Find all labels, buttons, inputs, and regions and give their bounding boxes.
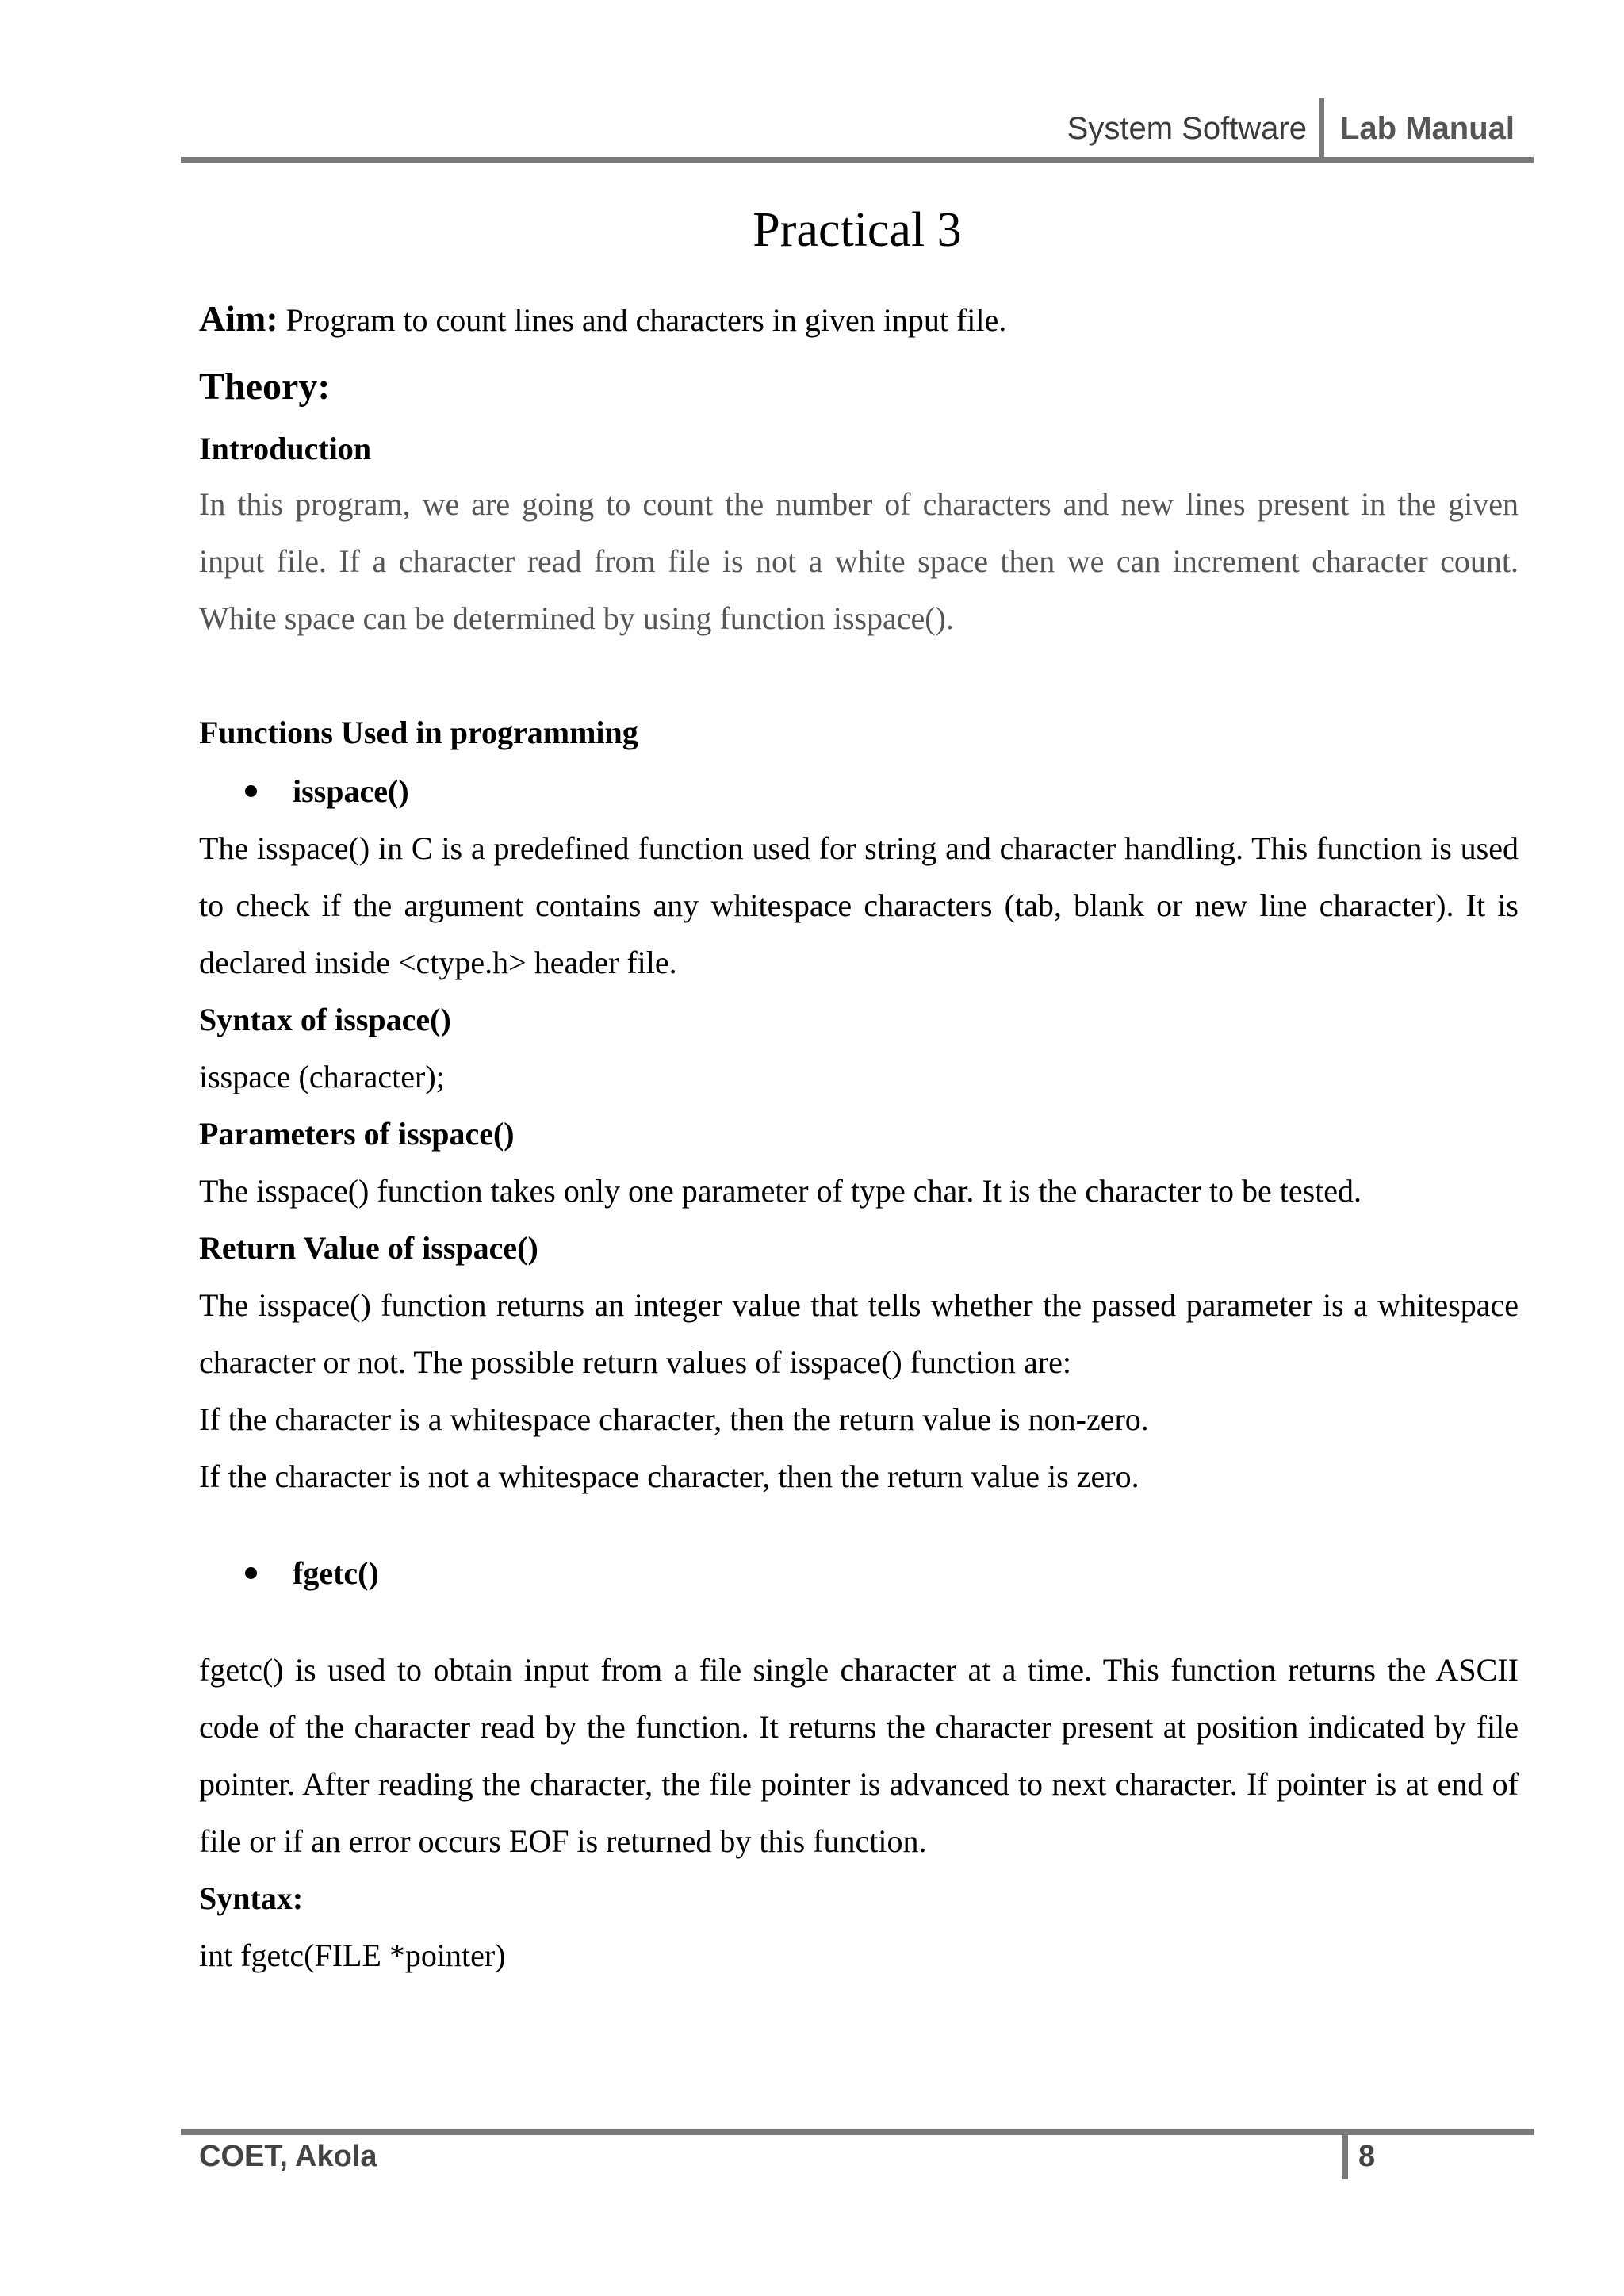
bullet-fgetc [245, 1545, 379, 1602]
intro-heading: Introduction [199, 431, 372, 466]
footer-institution: COET, Akola [199, 2140, 377, 2173]
header-divider [1320, 98, 1324, 162]
footer-divider [1342, 2129, 1348, 2179]
aim-label: Aim: [199, 298, 278, 339]
bullet-dot [245, 1567, 257, 1579]
header-subject: System Software [1067, 111, 1307, 146]
isspace-return-case-2: If the character is not a whitespace character, then the return value is zero. [199, 1458, 1139, 1494]
isspace-return-text: The isspace() function returns an integer value that tells whether the passed parameter is a whitespace character or not. The possible return values of isspace() function are: [199, 1287, 1519, 1380]
isspace-description: The isspace() in C is a predefined function used for string and character handling. This function is used to check if the argument contains any whitespace characters (tab, blank or new line character). It is declared inside <ctype.h> header file. [199, 830, 1519, 980]
bullet-dot [245, 785, 257, 797]
isspace-syntax-heading: Syntax of isspace() [199, 1002, 451, 1037]
isspace-return-heading: Return Value of isspace() [199, 1230, 538, 1266]
theory-heading: Theory: [199, 366, 331, 408]
isspace-return-case-1: If the character is a whitespace character, then the return value is non-zero. [199, 1401, 1149, 1437]
isspace-params-heading: Parameters of isspace() [199, 1116, 515, 1152]
aim-text: Program to count lines and characters in given input file. [285, 302, 1007, 338]
fgetc-description: fgetc() is used to obtain input from a file single character at a time. This function returns the ASCII code of the character read by the function. It returns the character present at position indicated by file pointer. After reading the character, the file pointer is advanced to next character. If pointer is at end of file or if an error occurs EOF is returned by this function. [199, 1652, 1519, 1859]
footer-rule [181, 2129, 1534, 2135]
fgetc-name: fgetc() [293, 1555, 379, 1591]
isspace-syntax: isspace (character); [199, 1059, 445, 1094]
functions-heading: Functions Used in programming [199, 715, 638, 750]
isspace-params: The isspace() function takes only one parameter of type char. It is the character to be tested. [199, 1173, 1362, 1209]
intro-paragraph: In this program, we are going to count the number of characters and new lines present in the given input file. If a character read from file is not a white space then we can increment character count. White space can be determined by using function isspace(). [199, 486, 1519, 636]
fgetc-syntax: int fgetc(FILE *pointer) [199, 1938, 506, 1973]
page-number: 8 [1358, 2140, 1376, 2173]
fgetc-syntax-heading: Syntax: [199, 1880, 304, 1916]
header-rule [181, 157, 1534, 163]
bullet-isspace [245, 763, 409, 820]
header-doc-type: Lab Manual [1340, 111, 1515, 146]
page-title: Practical 3 [753, 203, 962, 257]
aim-line [199, 290, 1519, 349]
isspace-name: isspace() [293, 773, 409, 809]
